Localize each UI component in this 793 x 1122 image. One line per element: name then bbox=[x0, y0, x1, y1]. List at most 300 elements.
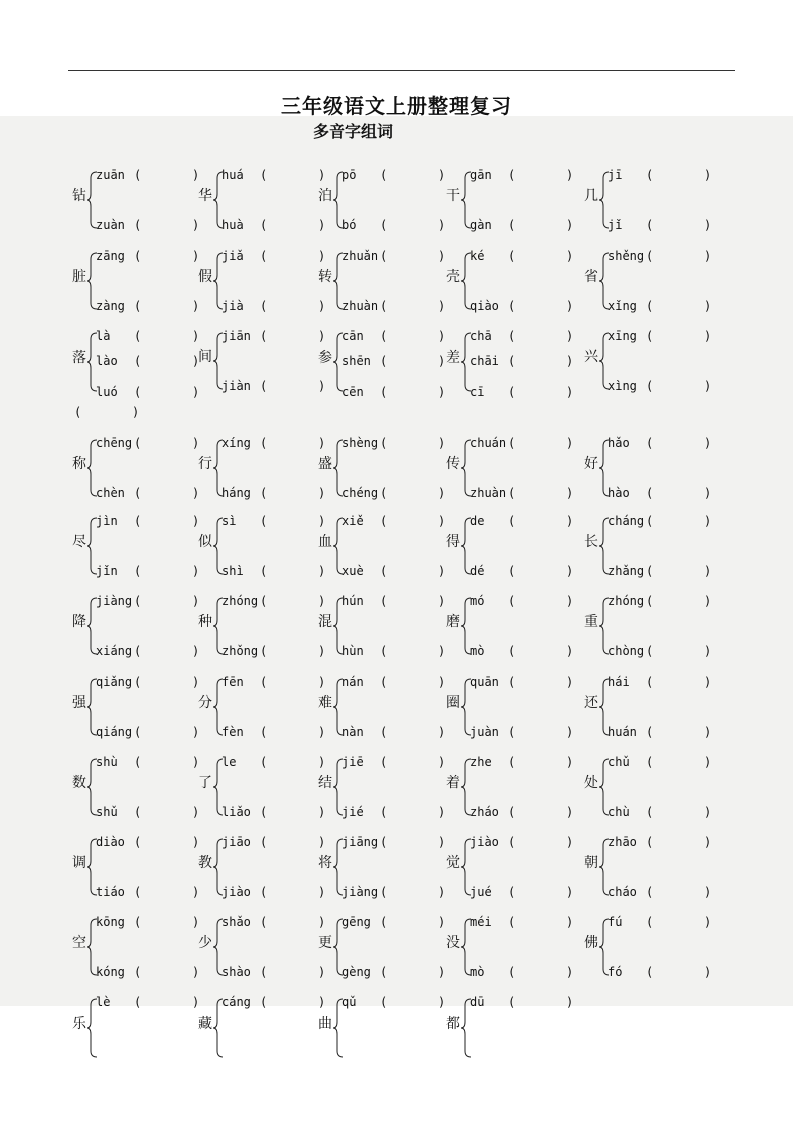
answer-blank-close: ) bbox=[704, 965, 712, 979]
answer-blank-open: ( bbox=[134, 329, 142, 343]
answer-blank-open: ( bbox=[646, 755, 654, 769]
answer-blank-open: ( bbox=[260, 329, 268, 343]
answer-blank-open: ( bbox=[260, 379, 268, 393]
polyphone-character: 更 bbox=[318, 935, 332, 951]
pinyin-reading: cháng bbox=[608, 514, 645, 528]
polyphone-character: 朝 bbox=[584, 855, 598, 871]
polyphone-character: 结 bbox=[318, 775, 332, 791]
pinyin-reading: xíng bbox=[222, 436, 251, 450]
pinyin-reading: zhuǎn bbox=[342, 249, 379, 263]
answer-blank-close: ) bbox=[566, 965, 574, 979]
brace-icon bbox=[333, 839, 341, 895]
pinyin-reading: mó bbox=[470, 594, 485, 608]
answer-blank-close: ) bbox=[318, 915, 326, 929]
pinyin-reading: jiāo bbox=[222, 835, 251, 849]
brace-icon bbox=[333, 759, 341, 815]
answer-blank-close: ) bbox=[704, 594, 712, 608]
answer-blank-open: ( bbox=[134, 436, 142, 450]
pinyin-reading: diào bbox=[96, 835, 125, 849]
pinyin-reading: fú bbox=[608, 915, 623, 929]
answer-blank-open: ( bbox=[646, 436, 654, 450]
answer-blank-open: ( bbox=[260, 725, 268, 739]
pinyin-reading: huà bbox=[222, 218, 244, 232]
answer-blank-close: ) bbox=[438, 486, 446, 500]
polyphone-character: 差 bbox=[446, 350, 460, 366]
answer-blank-close: ) bbox=[192, 915, 200, 929]
brace-icon bbox=[213, 598, 221, 654]
pinyin-reading: ké bbox=[470, 249, 485, 263]
answer-blank-close: ) bbox=[566, 514, 574, 528]
pinyin-reading: kōng bbox=[96, 915, 125, 929]
answer-blank-open: ( bbox=[646, 249, 654, 263]
polyphone-character: 盛 bbox=[318, 456, 332, 472]
pinyin-reading: shěng bbox=[608, 249, 645, 263]
polyphone-character: 降 bbox=[72, 614, 86, 630]
answer-blank-open: ( bbox=[134, 725, 142, 739]
pinyin-reading: cān bbox=[342, 329, 364, 343]
polyphone-character: 血 bbox=[318, 534, 332, 550]
answer-blank-close: ) bbox=[704, 644, 712, 658]
answer-blank-close: ) bbox=[192, 385, 200, 399]
answer-blank-close: ) bbox=[704, 486, 712, 500]
answer-blank-open: ( bbox=[260, 675, 268, 689]
pinyin-reading: jià bbox=[222, 299, 244, 313]
pinyin-reading: jiān bbox=[222, 329, 251, 343]
pinyin-reading: qiào bbox=[470, 299, 499, 313]
answer-blank-close: ) bbox=[438, 354, 446, 368]
answer-blank-open: ( bbox=[134, 385, 142, 399]
answer-blank-open: ( bbox=[260, 594, 268, 608]
answer-blank-close: ) bbox=[566, 885, 574, 899]
answer-blank-open: ( bbox=[508, 725, 516, 739]
pinyin-reading: háng bbox=[222, 486, 251, 500]
answer-blank-open: ( bbox=[508, 486, 516, 500]
pinyin-reading: chù bbox=[608, 805, 630, 819]
answer-blank-open: ( bbox=[646, 218, 654, 232]
pinyin-reading: chuán bbox=[470, 436, 507, 450]
brace-icon bbox=[461, 759, 469, 815]
brace-icon bbox=[461, 839, 469, 895]
pinyin-reading: shǎo bbox=[222, 915, 251, 929]
answer-blank-open: ( bbox=[508, 218, 516, 232]
polyphone-character: 脏 bbox=[72, 269, 86, 285]
pinyin-reading: jìn bbox=[96, 514, 118, 528]
extra-blank-open: ( bbox=[74, 405, 82, 419]
answer-blank-open: ( bbox=[646, 725, 654, 739]
answer-blank-close: ) bbox=[192, 805, 200, 819]
answer-blank-close: ) bbox=[438, 218, 446, 232]
brace-icon bbox=[599, 679, 607, 735]
answer-blank-open: ( bbox=[380, 168, 388, 182]
pinyin-reading: mò bbox=[470, 965, 485, 979]
answer-blank-close: ) bbox=[318, 218, 326, 232]
pinyin-reading: zhóng bbox=[608, 594, 645, 608]
answer-blank-open: ( bbox=[646, 675, 654, 689]
answer-blank-close: ) bbox=[566, 486, 574, 500]
brace-icon bbox=[213, 518, 221, 574]
answer-blank-close: ) bbox=[438, 755, 446, 769]
answer-blank-close: ) bbox=[192, 299, 200, 313]
answer-blank-close: ) bbox=[566, 329, 574, 343]
pinyin-reading: shèng bbox=[342, 436, 379, 450]
answer-blank-open: ( bbox=[260, 644, 268, 658]
pinyin-reading: chèn bbox=[96, 486, 125, 500]
answer-blank-close: ) bbox=[438, 995, 446, 1009]
pinyin-reading: jiàng bbox=[96, 594, 133, 608]
polyphone-character: 称 bbox=[72, 456, 86, 472]
answer-blank-close: ) bbox=[566, 725, 574, 739]
brace-icon bbox=[87, 440, 95, 496]
answer-blank-close: ) bbox=[438, 249, 446, 263]
pinyin-reading: liǎo bbox=[222, 805, 251, 819]
pinyin-reading: xiě bbox=[342, 514, 364, 528]
page-subtitle: 多音字组词 bbox=[313, 122, 394, 141]
answer-blank-open: ( bbox=[646, 915, 654, 929]
polyphone-character: 难 bbox=[318, 695, 332, 711]
answer-blank-close: ) bbox=[566, 675, 574, 689]
pinyin-reading: le bbox=[222, 755, 237, 769]
pinyin-reading: jié bbox=[342, 805, 364, 819]
answer-blank-open: ( bbox=[260, 564, 268, 578]
answer-blank-close: ) bbox=[192, 329, 200, 343]
answer-blank-close: ) bbox=[192, 835, 200, 849]
answer-blank-close: ) bbox=[438, 385, 446, 399]
answer-blank-close: ) bbox=[566, 249, 574, 263]
polyphone-character: 混 bbox=[318, 614, 332, 630]
answer-blank-close: ) bbox=[318, 249, 326, 263]
polyphone-character: 重 bbox=[584, 614, 598, 630]
brace-icon bbox=[213, 440, 221, 496]
answer-blank-close: ) bbox=[192, 354, 200, 368]
answer-blank-close: ) bbox=[704, 329, 712, 343]
pinyin-reading: cēn bbox=[342, 385, 364, 399]
answer-blank-close: ) bbox=[704, 885, 712, 899]
polyphone-character: 佛 bbox=[584, 935, 598, 951]
pinyin-reading: zhuàn bbox=[470, 486, 507, 500]
answer-blank-open: ( bbox=[508, 299, 516, 313]
brace-icon bbox=[87, 253, 95, 309]
pinyin-reading: zāng bbox=[96, 249, 125, 263]
polyphone-character: 间 bbox=[198, 349, 212, 365]
answer-blank-open: ( bbox=[380, 329, 388, 343]
pinyin-reading: gān bbox=[470, 168, 492, 182]
answer-blank-close: ) bbox=[192, 249, 200, 263]
brace-icon bbox=[333, 919, 341, 975]
brace-icon bbox=[333, 679, 341, 735]
answer-blank-close: ) bbox=[704, 675, 712, 689]
pinyin-reading: hún bbox=[342, 594, 364, 608]
pinyin-reading: gèng bbox=[342, 965, 371, 979]
pinyin-reading: jī bbox=[608, 168, 623, 182]
answer-blank-open: ( bbox=[380, 218, 388, 232]
answer-blank-open: ( bbox=[260, 249, 268, 263]
pinyin-reading: cī bbox=[470, 385, 485, 399]
answer-blank-open: ( bbox=[260, 995, 268, 1009]
answer-blank-open: ( bbox=[380, 564, 388, 578]
brace-icon bbox=[599, 440, 607, 496]
answer-blank-close: ) bbox=[566, 385, 574, 399]
answer-blank-open: ( bbox=[260, 218, 268, 232]
answer-blank-open: ( bbox=[380, 915, 388, 929]
answer-blank-close: ) bbox=[192, 218, 200, 232]
answer-blank-close: ) bbox=[704, 168, 712, 182]
answer-blank-open: ( bbox=[646, 965, 654, 979]
answer-blank-close: ) bbox=[318, 675, 326, 689]
pinyin-reading: quān bbox=[470, 675, 499, 689]
answer-blank-close: ) bbox=[318, 644, 326, 658]
answer-blank-close: ) bbox=[438, 564, 446, 578]
answer-blank-close: ) bbox=[438, 965, 446, 979]
answer-blank-open: ( bbox=[134, 915, 142, 929]
brace-icon bbox=[461, 440, 469, 496]
polyphone-character: 兴 bbox=[584, 349, 598, 365]
pinyin-reading: nàn bbox=[342, 725, 364, 739]
answer-blank-open: ( bbox=[134, 249, 142, 263]
pinyin-reading: kóng bbox=[96, 965, 125, 979]
pinyin-reading: jiào bbox=[222, 885, 251, 899]
brace-icon bbox=[599, 518, 607, 574]
answer-blank-close: ) bbox=[438, 299, 446, 313]
answer-blank-open: ( bbox=[508, 168, 516, 182]
polyphone-character: 落 bbox=[72, 350, 86, 366]
answer-blank-close: ) bbox=[318, 379, 326, 393]
answer-blank-close: ) bbox=[704, 915, 712, 929]
answer-blank-close: ) bbox=[704, 436, 712, 450]
answer-blank-open: ( bbox=[646, 299, 654, 313]
answer-blank-open: ( bbox=[646, 379, 654, 393]
polyphone-character: 省 bbox=[584, 269, 598, 285]
brace-icon bbox=[333, 518, 341, 574]
answer-blank-close: ) bbox=[318, 168, 326, 182]
brace-icon bbox=[599, 172, 607, 228]
answer-blank-open: ( bbox=[508, 995, 516, 1009]
answer-blank-close: ) bbox=[566, 436, 574, 450]
answer-blank-close: ) bbox=[438, 915, 446, 929]
answer-blank-close: ) bbox=[566, 915, 574, 929]
answer-blank-close: ) bbox=[566, 835, 574, 849]
answer-blank-close: ) bbox=[192, 168, 200, 182]
answer-blank-close: ) bbox=[318, 329, 326, 343]
answer-blank-open: ( bbox=[508, 915, 516, 929]
answer-blank-open: ( bbox=[380, 514, 388, 528]
pinyin-reading: qiǎng bbox=[96, 675, 133, 689]
answer-blank-open: ( bbox=[380, 644, 388, 658]
answer-blank-close: ) bbox=[704, 755, 712, 769]
pinyin-reading: dé bbox=[470, 564, 485, 578]
polyphone-character: 长 bbox=[584, 534, 598, 550]
pinyin-reading: zuàn bbox=[96, 218, 125, 232]
pinyin-reading: huán bbox=[608, 725, 637, 739]
polyphone-character: 强 bbox=[72, 695, 86, 711]
answer-blank-close: ) bbox=[192, 564, 200, 578]
answer-blank-open: ( bbox=[508, 644, 516, 658]
answer-blank-open: ( bbox=[260, 915, 268, 929]
answer-blank-open: ( bbox=[134, 805, 142, 819]
pinyin-reading: jiàng bbox=[342, 885, 379, 899]
answer-blank-open: ( bbox=[134, 885, 142, 899]
polyphone-character: 尽 bbox=[72, 534, 86, 550]
polyphone-character: 几 bbox=[584, 188, 598, 204]
pinyin-reading: jué bbox=[470, 885, 492, 899]
answer-blank-close: ) bbox=[438, 835, 446, 849]
answer-blank-close: ) bbox=[566, 995, 574, 1009]
brace-icon bbox=[599, 253, 607, 309]
answer-blank-open: ( bbox=[134, 354, 142, 368]
brace-icon bbox=[333, 598, 341, 654]
brace-icon bbox=[213, 759, 221, 815]
answer-blank-open: ( bbox=[134, 644, 142, 658]
pinyin-reading: xīng bbox=[608, 329, 637, 343]
answer-blank-close: ) bbox=[704, 835, 712, 849]
pinyin-reading: hùn bbox=[342, 644, 364, 658]
answer-blank-open: ( bbox=[646, 805, 654, 819]
answer-blank-close: ) bbox=[192, 644, 200, 658]
answer-blank-close: ) bbox=[318, 594, 326, 608]
pinyin-reading: jiāng bbox=[342, 835, 379, 849]
answer-blank-open: ( bbox=[380, 995, 388, 1009]
brace-icon bbox=[461, 333, 469, 391]
pinyin-reading: mò bbox=[470, 644, 485, 658]
answer-blank-close: ) bbox=[192, 725, 200, 739]
brace-icon bbox=[87, 518, 95, 574]
brace-icon bbox=[87, 839, 95, 895]
pinyin-reading: shào bbox=[222, 965, 251, 979]
pinyin-reading: pō bbox=[342, 168, 357, 182]
answer-blank-open: ( bbox=[380, 299, 388, 313]
polyphone-character: 泊 bbox=[318, 188, 332, 204]
pinyin-reading: lè bbox=[96, 995, 111, 1009]
brace-icon bbox=[87, 999, 95, 1057]
pinyin-reading: tiáo bbox=[96, 885, 125, 899]
polyphone-character: 着 bbox=[446, 775, 460, 791]
brace-icon bbox=[461, 598, 469, 654]
brace-icon bbox=[213, 999, 221, 1057]
brace-icon bbox=[599, 598, 607, 654]
answer-blank-open: ( bbox=[508, 835, 516, 849]
polyphone-character: 分 bbox=[198, 695, 212, 711]
brace-icon bbox=[599, 839, 607, 895]
brace-icon bbox=[333, 440, 341, 496]
pinyin-reading: gēng bbox=[342, 915, 371, 929]
answer-blank-open: ( bbox=[380, 249, 388, 263]
answer-blank-open: ( bbox=[134, 486, 142, 500]
answer-blank-close: ) bbox=[704, 218, 712, 232]
pinyin-reading: sì bbox=[222, 514, 237, 528]
answer-blank-open: ( bbox=[134, 835, 142, 849]
brace-icon bbox=[461, 679, 469, 735]
pinyin-reading: shì bbox=[222, 564, 244, 578]
answer-blank-close: ) bbox=[566, 594, 574, 608]
answer-blank-close: ) bbox=[438, 436, 446, 450]
answer-blank-open: ( bbox=[134, 218, 142, 232]
pinyin-reading: qǔ bbox=[342, 995, 357, 1009]
answer-blank-open: ( bbox=[260, 168, 268, 182]
pinyin-reading: chéng bbox=[342, 486, 379, 500]
pinyin-reading: zháo bbox=[470, 805, 499, 819]
polyphone-character: 空 bbox=[72, 935, 86, 951]
pinyin-reading: gàn bbox=[470, 218, 492, 232]
brace-icon bbox=[213, 333, 221, 389]
answer-blank-open: ( bbox=[134, 965, 142, 979]
answer-blank-close: ) bbox=[566, 564, 574, 578]
answer-blank-close: ) bbox=[438, 805, 446, 819]
pinyin-reading: jǐ bbox=[608, 218, 623, 232]
pinyin-reading: xuè bbox=[342, 564, 364, 578]
answer-blank-close: ) bbox=[318, 564, 326, 578]
answer-blank-open: ( bbox=[508, 329, 516, 343]
polyphone-character: 华 bbox=[198, 188, 212, 204]
answer-blank-open: ( bbox=[508, 436, 516, 450]
answer-blank-open: ( bbox=[260, 299, 268, 313]
brace-icon bbox=[87, 598, 95, 654]
pinyin-reading: juàn bbox=[470, 725, 499, 739]
answer-blank-close: ) bbox=[192, 514, 200, 528]
answer-blank-open: ( bbox=[508, 564, 516, 578]
pinyin-reading: luó bbox=[96, 385, 118, 399]
answer-blank-close: ) bbox=[566, 805, 574, 819]
pinyin-reading: fó bbox=[608, 965, 623, 979]
answer-blank-open: ( bbox=[260, 835, 268, 849]
brace-icon bbox=[87, 679, 95, 735]
answer-blank-close: ) bbox=[192, 436, 200, 450]
polyphone-character: 将 bbox=[318, 855, 332, 871]
answer-blank-close: ) bbox=[566, 218, 574, 232]
answer-blank-close: ) bbox=[438, 885, 446, 899]
brace-icon bbox=[213, 679, 221, 735]
pinyin-reading: méi bbox=[470, 915, 492, 929]
answer-blank-close: ) bbox=[192, 594, 200, 608]
answer-blank-close: ) bbox=[438, 168, 446, 182]
answer-blank-close: ) bbox=[704, 805, 712, 819]
answer-blank-close: ) bbox=[192, 885, 200, 899]
extra-blank-close: ) bbox=[132, 405, 140, 419]
answer-blank-close: ) bbox=[192, 486, 200, 500]
brace-icon bbox=[87, 172, 95, 228]
answer-blank-close: ) bbox=[318, 805, 326, 819]
pinyin-reading: hào bbox=[608, 486, 630, 500]
pinyin-reading: xǐng bbox=[608, 299, 637, 313]
pinyin-reading: chēng bbox=[96, 436, 133, 450]
answer-blank-open: ( bbox=[646, 486, 654, 500]
polyphone-character: 磨 bbox=[446, 614, 460, 630]
answer-blank-open: ( bbox=[380, 354, 388, 368]
answer-blank-open: ( bbox=[508, 594, 516, 608]
answer-blank-open: ( bbox=[134, 675, 142, 689]
polyphone-character: 乐 bbox=[72, 1016, 86, 1032]
answer-blank-close: ) bbox=[438, 675, 446, 689]
brace-icon bbox=[599, 919, 607, 975]
answer-blank-close: ) bbox=[704, 514, 712, 528]
answer-blank-close: ) bbox=[318, 885, 326, 899]
polyphone-character: 觉 bbox=[446, 855, 460, 871]
polyphone-character: 得 bbox=[446, 534, 460, 550]
polyphone-character: 壳 bbox=[446, 269, 460, 285]
answer-blank-open: ( bbox=[380, 436, 388, 450]
answer-blank-open: ( bbox=[134, 755, 142, 769]
polyphone-character: 数 bbox=[72, 775, 86, 791]
answer-blank-open: ( bbox=[646, 514, 654, 528]
pinyin-reading: chāi bbox=[470, 354, 499, 368]
answer-blank-close: ) bbox=[704, 299, 712, 313]
polyphone-character: 教 bbox=[198, 855, 212, 871]
pinyin-reading: chòng bbox=[608, 644, 645, 658]
polyphone-character: 传 bbox=[446, 456, 460, 472]
pinyin-reading: jiào bbox=[470, 835, 499, 849]
brace-icon bbox=[461, 999, 469, 1057]
brace-icon bbox=[333, 253, 341, 309]
page-title: 三年级语文上册整理复习 bbox=[281, 94, 512, 118]
answer-blank-close: ) bbox=[704, 379, 712, 393]
